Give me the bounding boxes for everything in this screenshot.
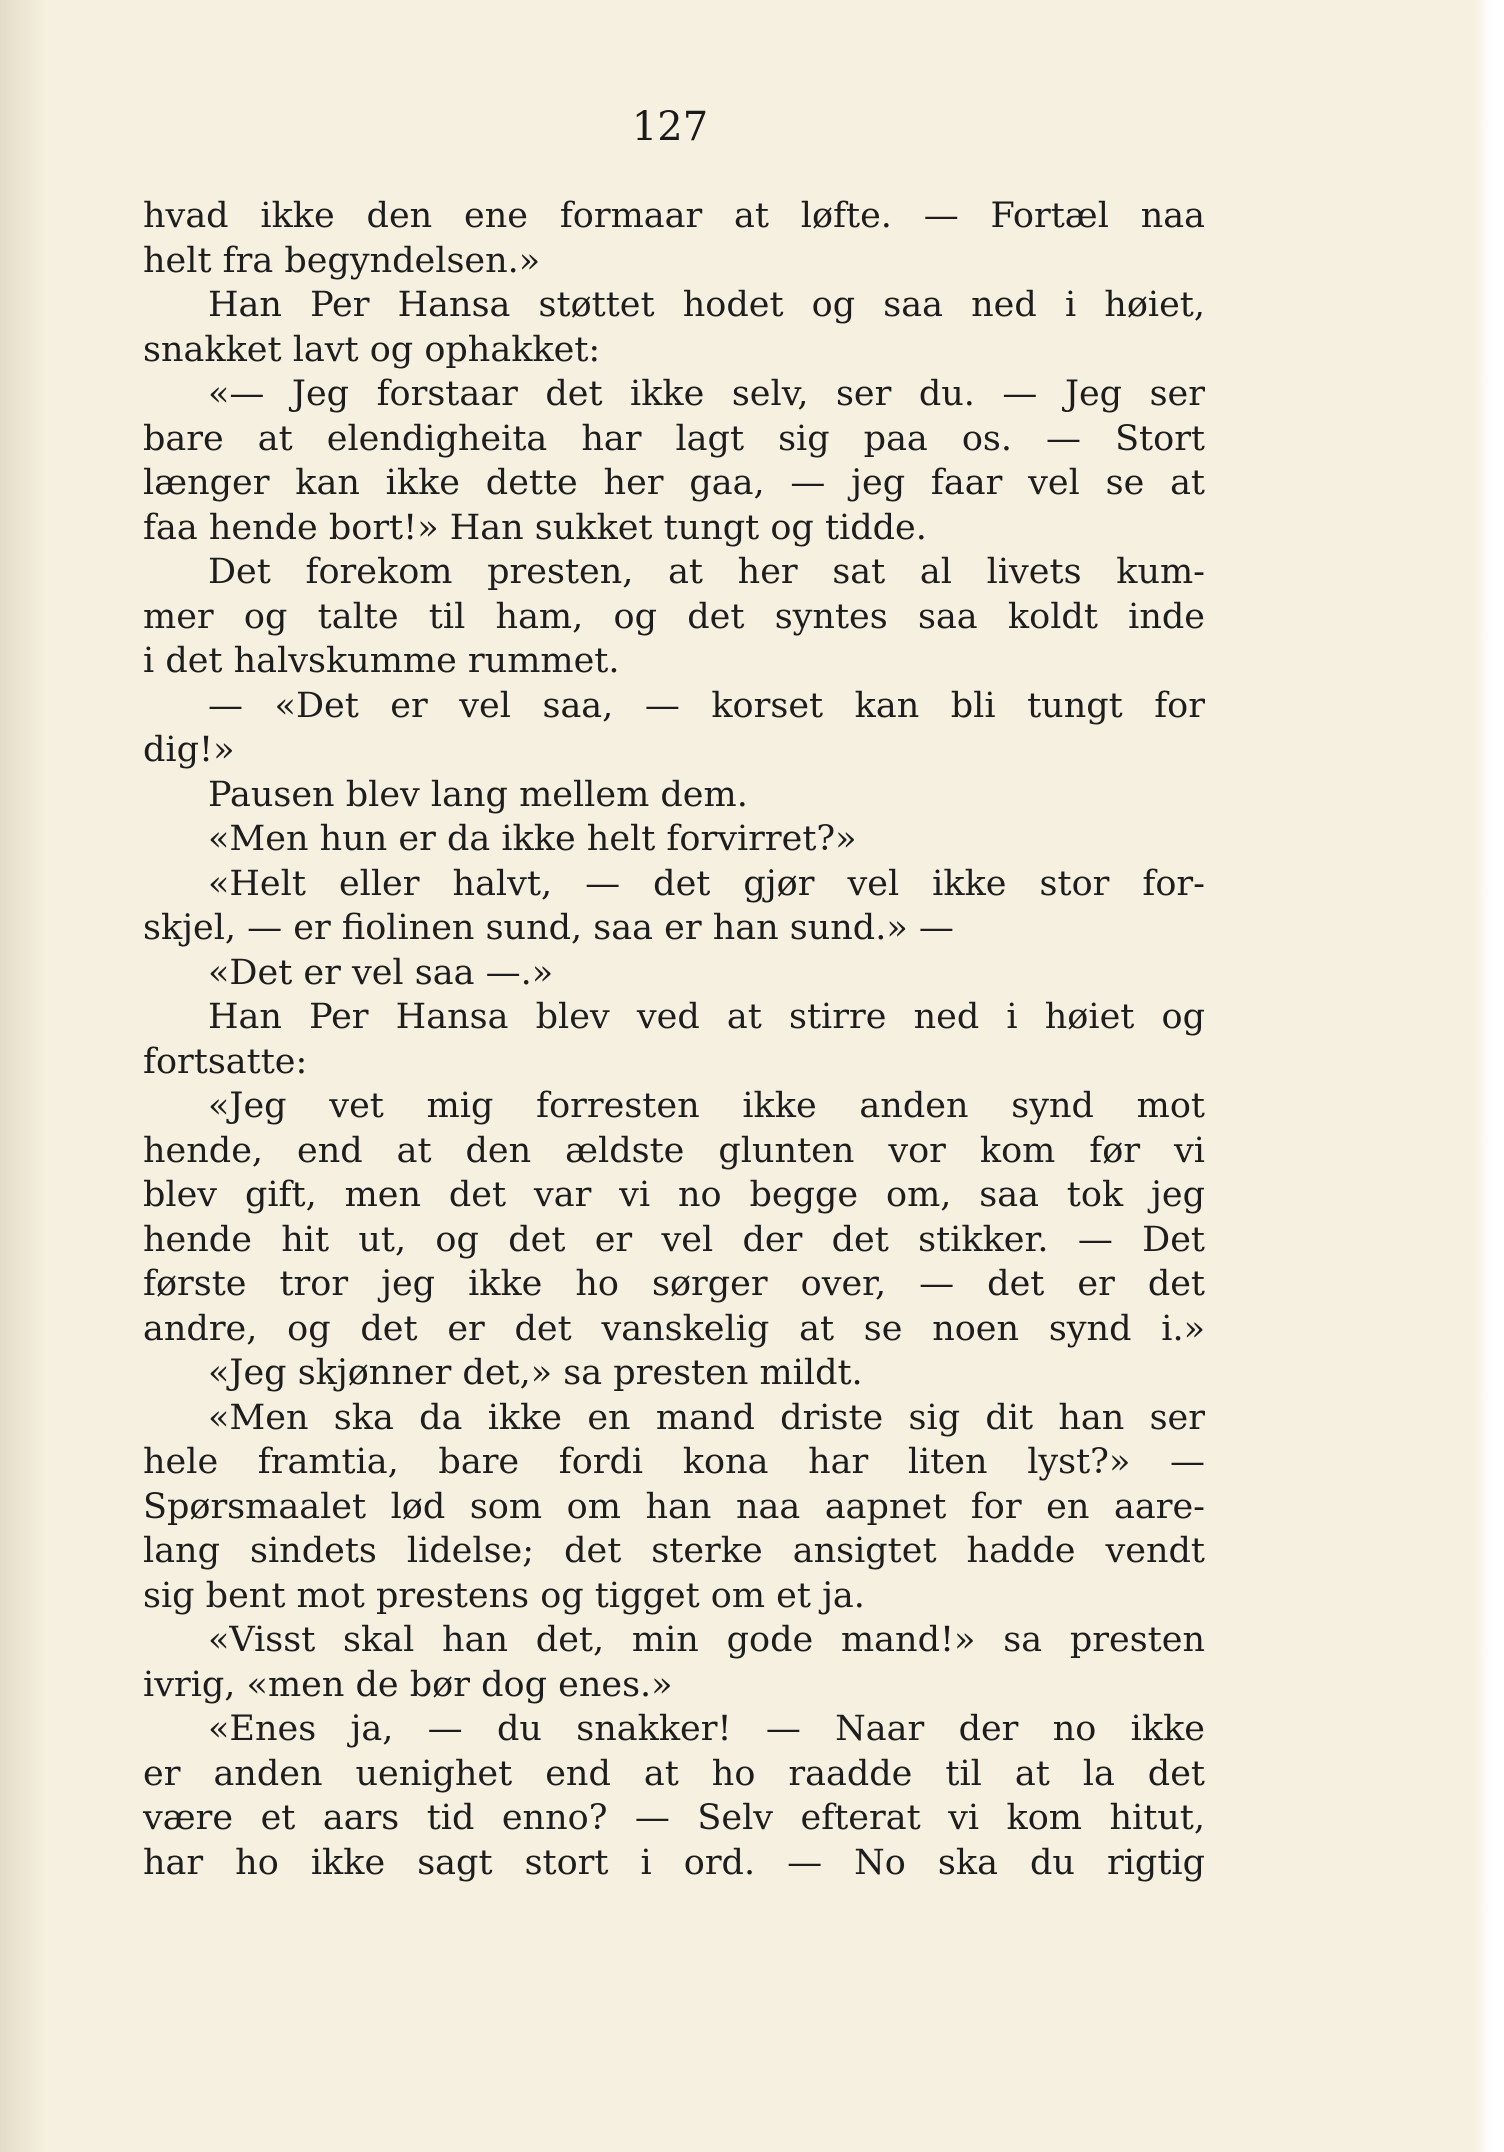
- text-line: «Men hun er da ikke helt forvirret?»: [208, 819, 857, 859]
- text-line: «Det er vel saa —.»: [208, 952, 554, 993]
- text-line: «Enes ja, — du snakker! — Naar der no ikke: [208, 1709, 1205, 1749]
- text-line: hele framtia, bare fordi kona har liten lyst?» —: [143, 1442, 1205, 1482]
- text-line: har ho ikke sagt stort i ord. — No ska du rigtig: [143, 1842, 1205, 1883]
- page-right-edge: [1474, 0, 1504, 2152]
- text-line: mer og talte til ham, og det syntes saa koldt inde: [143, 596, 1205, 637]
- text-line: «Men ska da ikke en mand driste sig dit han ser: [208, 1397, 1205, 1438]
- text-line: — «Det er vel saa, — korset kan bli tungt for: [208, 685, 1205, 726]
- page-number: 127: [631, 104, 709, 150]
- text-line: dig!»: [143, 730, 235, 770]
- text-line: lang sindets lidelse; det sterke ansigtet hadde vendt: [143, 1531, 1205, 1571]
- text-line: andre, og det er det vanskelig at se noen synd i.»: [143, 1308, 1205, 1349]
- text-line: første tror jeg ikke ho sørger over, — det er det: [143, 1264, 1205, 1304]
- text-line: Spørsmaalet lød som om han naa aapnet for en aare-: [143, 1486, 1205, 1527]
- text-line: sig bent mot prestens og tigget om et ja.: [143, 1575, 865, 1616]
- text-line: i det halvskumme rummet.: [143, 641, 620, 681]
- text-line: «Jeg vet mig forresten ikke anden synd mot: [208, 1086, 1205, 1126]
- text-line: «Visst skal han det, min gode mand!» sa presten: [208, 1620, 1205, 1660]
- text-line: Det forekom presten, at her sat al livets kum-: [208, 552, 1205, 592]
- body-text: [143, 194, 1205, 1885]
- text-line: «Helt eller halvt, — det gjør vel ikke stor for-: [208, 863, 1205, 904]
- text-line: hvad ikke den ene formaar at løfte. — Fortæl naa: [143, 196, 1205, 236]
- text-line: fortsatte:: [143, 1041, 308, 1082]
- text-line: ivrig, «men de bør dog enes.»: [143, 1664, 673, 1705]
- text-line: Han Per Hansa støttet hodet og saa ned i høiet,: [208, 285, 1205, 325]
- text-line: er anden uenighet end at ho raadde til at la det: [143, 1753, 1205, 1794]
- text-line: hende hit ut, og det er vel der det stikker. — Det: [143, 1219, 1205, 1260]
- text-line: «— Jeg forstaar det ikke selv, ser du. — Jeg ser: [208, 374, 1205, 414]
- page-left-edge: [0, 0, 44, 2152]
- text-line: «Jeg skjønner det,» sa presten mildt.: [208, 1353, 863, 1393]
- text-line: helt fra begyndelsen.»: [143, 240, 541, 281]
- text-line: være et aars tid enno? — Selv efterat vi kom hitut,: [143, 1798, 1205, 1838]
- text-line: bare at elendigheita har lagt sig paa os. — Stort: [143, 418, 1205, 459]
- text-line: faa hende bort!» Han sukket tungt og tidde.: [143, 507, 927, 548]
- text-line: Han Per Hansa blev ved at stirre ned i høiet og: [208, 997, 1205, 1037]
- text-line: hende, end at den ældste glunten vor kom før vi: [143, 1130, 1205, 1171]
- text-line: Pausen blev lang mellem dem.: [208, 774, 748, 815]
- text-line: snakket lavt og ophakket:: [143, 329, 601, 370]
- text-line: skjel, — er fiolinen sund, saa er han sund.» —: [143, 908, 954, 948]
- text-line: længer kan ikke dette her gaa, — jeg faar vel se at: [143, 463, 1205, 503]
- text-line: blev gift, men det var vi no begge om, saa tok jeg: [143, 1175, 1205, 1215]
